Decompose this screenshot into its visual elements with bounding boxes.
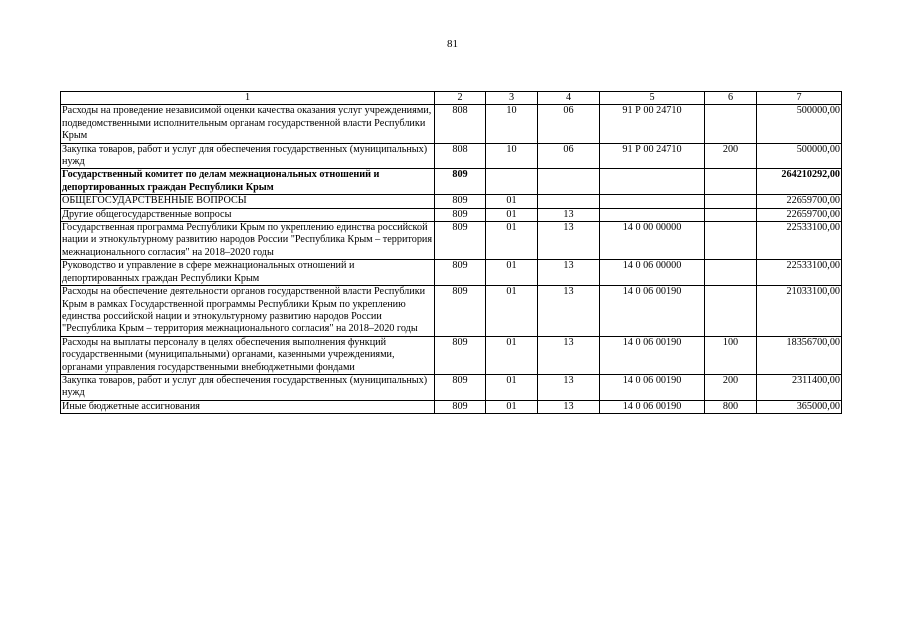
row-subsection-code bbox=[538, 169, 600, 195]
row-subsection-code: 13 bbox=[538, 336, 600, 374]
row-description: Закупка товаров, работ и услуг для обеспечения государственных (муниципальных) нужд bbox=[61, 374, 435, 400]
row-ministry-code: 808 bbox=[435, 105, 486, 143]
row-target-article bbox=[600, 208, 705, 221]
row-subsection-code: 13 bbox=[538, 374, 600, 400]
row-amount: 2311400,00 bbox=[757, 374, 842, 400]
row-description: Закупка товаров, работ и услуг для обеспечения государственных (муниципальных) нужд bbox=[61, 143, 435, 169]
row-amount: 500000,00 bbox=[757, 105, 842, 143]
budget-table bbox=[60, 91, 842, 414]
row-target-article: 14 0 06 00190 bbox=[600, 374, 705, 400]
row-subsection-code bbox=[538, 195, 600, 208]
row-amount: 21033100,00 bbox=[757, 286, 842, 337]
row-section-code: 01 bbox=[486, 222, 538, 260]
table-row bbox=[61, 169, 842, 195]
row-section-code: 01 bbox=[486, 195, 538, 208]
row-section-code: 01 bbox=[486, 286, 538, 337]
header-cell: 1 bbox=[61, 92, 435, 105]
row-ministry-code: 809 bbox=[435, 222, 486, 260]
row-expense-type bbox=[705, 286, 757, 337]
row-ministry-code: 809 bbox=[435, 195, 486, 208]
row-amount: 22533100,00 bbox=[757, 260, 842, 286]
header-cell: 3 bbox=[486, 92, 538, 105]
table-row bbox=[61, 143, 842, 169]
row-target-article: 14 0 06 00000 bbox=[600, 260, 705, 286]
row-target-article: 14 0 06 00190 bbox=[600, 286, 705, 337]
row-ministry-code: 809 bbox=[435, 260, 486, 286]
row-expense-type: 200 bbox=[705, 143, 757, 169]
row-expense-type bbox=[705, 169, 757, 195]
row-description: Расходы на проведение независимой оценки качества оказания услуг учреждениями, подведомственными исполнительным органам государственной власти Республики Крым bbox=[61, 105, 435, 143]
row-description: Расходы на выплаты персоналу в целях обеспечения выполнения функций государственными (муниципальными) органами, казенными учреждениями, органами управления государственными внебюджетными фондами bbox=[61, 336, 435, 374]
header-cell: 6 bbox=[705, 92, 757, 105]
row-expense-type: 200 bbox=[705, 374, 757, 400]
row-section-code bbox=[486, 169, 538, 195]
row-description: Руководство и управление в сфере межнациональных отношений и депортированных граждан Республики Крым bbox=[61, 260, 435, 286]
row-target-article: 91 Р 00 24710 bbox=[600, 105, 705, 143]
row-description: Государственная программа Республики Крым по укреплению единства российской нации и этнокультурному развитию народов России "Республика Крым – территория межнационального согласия" на 2018–2020 годы bbox=[61, 222, 435, 260]
row-amount: 22659700,00 bbox=[757, 195, 842, 208]
row-ministry-code: 809 bbox=[435, 208, 486, 221]
row-ministry-code: 809 bbox=[435, 169, 486, 195]
table-row bbox=[61, 400, 842, 413]
row-target-article: 14 0 00 00000 bbox=[600, 222, 705, 260]
row-subsection-code: 13 bbox=[538, 286, 600, 337]
row-section-code: 01 bbox=[486, 260, 538, 286]
row-expense-type bbox=[705, 208, 757, 221]
row-expense-type bbox=[705, 222, 757, 260]
row-subsection-code: 13 bbox=[538, 208, 600, 221]
row-description: Другие общегосударственные вопросы bbox=[61, 208, 435, 221]
table-row bbox=[61, 208, 842, 221]
row-expense-type bbox=[705, 105, 757, 143]
row-amount: 22533100,00 bbox=[757, 222, 842, 260]
row-section-code: 01 bbox=[486, 336, 538, 374]
row-subsection-code: 13 bbox=[538, 260, 600, 286]
row-section-code: 01 bbox=[486, 374, 538, 400]
table-row bbox=[61, 195, 842, 208]
row-subsection-code: 13 bbox=[538, 400, 600, 413]
header-cell: 7 bbox=[757, 92, 842, 105]
row-expense-type: 800 bbox=[705, 400, 757, 413]
table-row bbox=[61, 105, 842, 143]
header-row bbox=[61, 92, 842, 105]
row-target-article: 14 0 06 00190 bbox=[600, 400, 705, 413]
row-section-code: 01 bbox=[486, 400, 538, 413]
table-row bbox=[61, 260, 842, 286]
row-target-article bbox=[600, 195, 705, 208]
row-description: Иные бюджетные ассигнования bbox=[61, 400, 435, 413]
table-row bbox=[61, 222, 842, 260]
row-section-code: 01 bbox=[486, 208, 538, 221]
row-section-code: 10 bbox=[486, 143, 538, 169]
row-ministry-code: 809 bbox=[435, 374, 486, 400]
row-subsection-code: 06 bbox=[538, 143, 600, 169]
row-ministry-code: 808 bbox=[435, 143, 486, 169]
page-number: 81 bbox=[447, 38, 458, 50]
row-expense-type: 100 bbox=[705, 336, 757, 374]
row-amount: 264210292,00 bbox=[757, 169, 842, 195]
row-target-article: 91 Р 00 24710 bbox=[600, 143, 705, 169]
header-cell: 5 bbox=[600, 92, 705, 105]
table-row bbox=[61, 336, 842, 374]
row-subsection-code: 06 bbox=[538, 105, 600, 143]
row-ministry-code: 809 bbox=[435, 400, 486, 413]
row-ministry-code: 809 bbox=[435, 336, 486, 374]
header-cell: 4 bbox=[538, 92, 600, 105]
row-target-article bbox=[600, 169, 705, 195]
row-description: ОБЩЕГОСУДАРСТВЕННЫЕ ВОПРОСЫ bbox=[61, 195, 435, 208]
row-amount: 500000,00 bbox=[757, 143, 842, 169]
table-row bbox=[61, 286, 842, 337]
row-amount: 18356700,00 bbox=[757, 336, 842, 374]
row-amount: 22659700,00 bbox=[757, 208, 842, 221]
row-description: Государственный комитет по делам межнациональных отношений и депортированных граждан Республики Крым bbox=[61, 169, 435, 195]
row-expense-type bbox=[705, 195, 757, 208]
row-section-code: 10 bbox=[486, 105, 538, 143]
row-description: Расходы на обеспечение деятельности органов государственной власти Республики Крым в рамках Государственной программы Республики Крым по укреплению единства российской нации и этнокультурному развитию народов России "Республика Крым – территория межнационального согласия" на 2018–2020 годы bbox=[61, 286, 435, 337]
table-row bbox=[61, 374, 842, 400]
header-cell: 2 bbox=[435, 92, 486, 105]
row-amount: 365000,00 bbox=[757, 400, 842, 413]
row-expense-type bbox=[705, 260, 757, 286]
row-target-article: 14 0 06 00190 bbox=[600, 336, 705, 374]
row-ministry-code: 809 bbox=[435, 286, 486, 337]
row-subsection-code: 13 bbox=[538, 222, 600, 260]
